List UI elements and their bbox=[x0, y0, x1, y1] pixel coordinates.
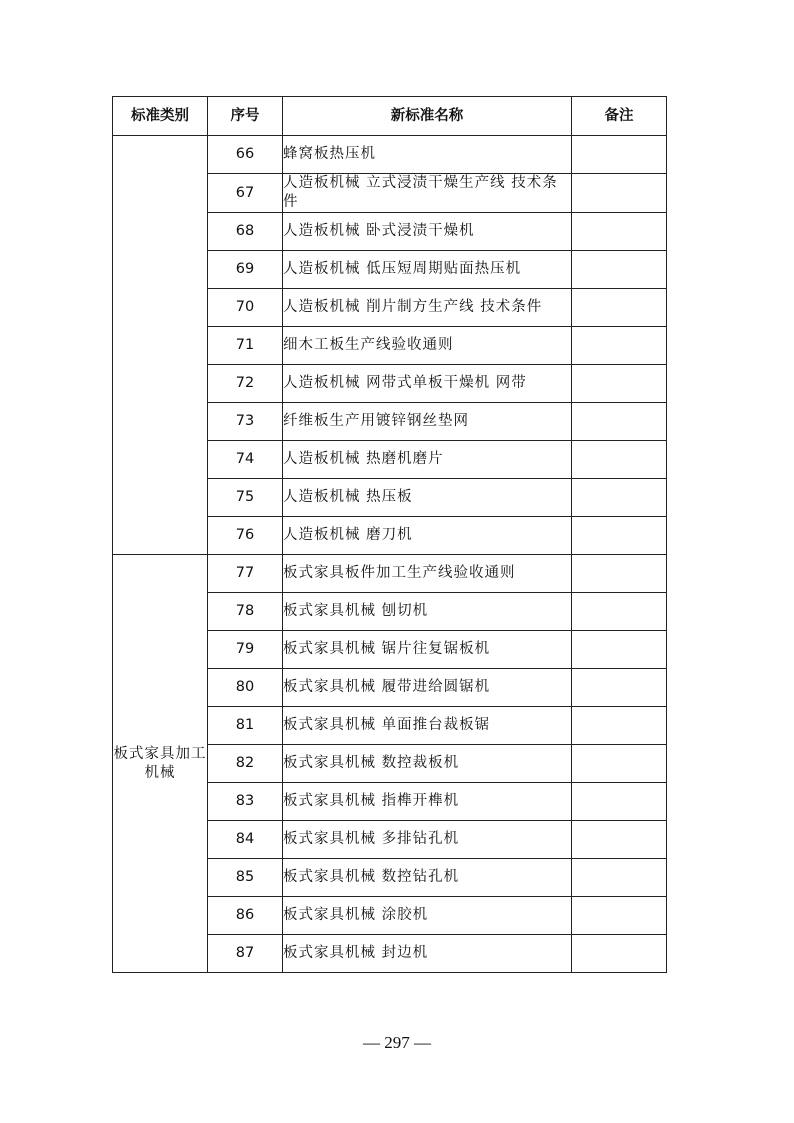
remark-cell bbox=[572, 935, 667, 973]
remark-cell bbox=[572, 517, 667, 555]
remark-cell bbox=[572, 783, 667, 821]
name-cell: 蜂窝板热压机 bbox=[283, 136, 572, 174]
name-cell: 板式家具机械 刨切机 bbox=[283, 593, 572, 631]
name-cell: 板式家具机械 数控钻孔机 bbox=[283, 859, 572, 897]
name-cell: 板式家具机械 锯片往复锯板机 bbox=[283, 631, 572, 669]
name-cell: 人造板机械 立式浸渍干燥生产线 技术条件 bbox=[283, 174, 572, 213]
seq-cell: 81 bbox=[208, 707, 283, 745]
seq-cell: 79 bbox=[208, 631, 283, 669]
name-cell: 人造板机械 磨刀机 bbox=[283, 517, 572, 555]
remark-cell bbox=[572, 631, 667, 669]
name-cell: 板式家具机械 单面推台裁板锯 bbox=[283, 707, 572, 745]
seq-cell: 75 bbox=[208, 479, 283, 517]
seq-cell: 82 bbox=[208, 745, 283, 783]
name-cell: 板式家具板件加工生产线验收通则 bbox=[283, 555, 572, 593]
name-cell: 纤维板生产用镀锌钢丝垫网 bbox=[283, 403, 572, 441]
page-number: — 297 — bbox=[363, 1033, 431, 1052]
standards-table bbox=[112, 96, 667, 973]
header-name: 新标准名称 bbox=[283, 97, 572, 136]
name-cell: 人造板机械 热磨机磨片 bbox=[283, 441, 572, 479]
remark-cell bbox=[572, 897, 667, 935]
seq-cell: 78 bbox=[208, 593, 283, 631]
seq-cell: 71 bbox=[208, 327, 283, 365]
seq-cell: 68 bbox=[208, 213, 283, 251]
remark-cell bbox=[572, 859, 667, 897]
remark-cell bbox=[572, 821, 667, 859]
remark-cell bbox=[572, 327, 667, 365]
remark-cell bbox=[572, 479, 667, 517]
seq-cell: 87 bbox=[208, 935, 283, 973]
name-cell: 人造板机械 削片制方生产线 技术条件 bbox=[283, 289, 572, 327]
header-category: 标准类别 bbox=[113, 97, 208, 136]
remark-cell bbox=[572, 555, 667, 593]
name-cell: 板式家具机械 数控裁板机 bbox=[283, 745, 572, 783]
name-cell: 人造板机械 卧式浸渍干燥机 bbox=[283, 213, 572, 251]
header-remark: 备注 bbox=[572, 97, 667, 136]
name-cell: 细木工板生产线验收通则 bbox=[283, 327, 572, 365]
remark-cell bbox=[572, 403, 667, 441]
seq-cell: 73 bbox=[208, 403, 283, 441]
name-cell: 板式家具机械 封边机 bbox=[283, 935, 572, 973]
remark-cell bbox=[572, 174, 667, 213]
remark-cell bbox=[572, 251, 667, 289]
category-cell bbox=[113, 136, 208, 555]
name-cell: 板式家具机械 多排钻孔机 bbox=[283, 821, 572, 859]
remark-cell bbox=[572, 669, 667, 707]
remark-cell bbox=[572, 707, 667, 745]
table-row bbox=[113, 136, 667, 174]
remark-cell bbox=[572, 441, 667, 479]
seq-cell: 66 bbox=[208, 136, 283, 174]
name-cell: 人造板机械 网带式单板干燥机 网带 bbox=[283, 365, 572, 403]
seq-cell: 85 bbox=[208, 859, 283, 897]
header-seq: 序号 bbox=[208, 97, 283, 136]
table-row bbox=[113, 555, 667, 593]
remark-cell bbox=[572, 365, 667, 403]
seq-cell: 67 bbox=[208, 174, 283, 213]
seq-cell: 86 bbox=[208, 897, 283, 935]
seq-cell: 84 bbox=[208, 821, 283, 859]
name-cell: 板式家具机械 履带进给圆锯机 bbox=[283, 669, 572, 707]
seq-cell: 77 bbox=[208, 555, 283, 593]
table-body bbox=[113, 136, 667, 973]
seq-cell: 80 bbox=[208, 669, 283, 707]
name-cell: 人造板机械 低压短周期贴面热压机 bbox=[283, 251, 572, 289]
name-cell: 人造板机械 热压板 bbox=[283, 479, 572, 517]
seq-cell: 83 bbox=[208, 783, 283, 821]
remark-cell bbox=[572, 745, 667, 783]
table-header-row bbox=[113, 97, 667, 136]
seq-cell: 76 bbox=[208, 517, 283, 555]
category-cell: 板式家具加工机械 bbox=[113, 555, 208, 973]
seq-cell: 74 bbox=[208, 441, 283, 479]
seq-cell: 70 bbox=[208, 289, 283, 327]
name-cell: 板式家具机械 指榫开榫机 bbox=[283, 783, 572, 821]
seq-cell: 72 bbox=[208, 365, 283, 403]
remark-cell bbox=[572, 213, 667, 251]
remark-cell bbox=[572, 136, 667, 174]
name-cell: 板式家具机械 涂胶机 bbox=[283, 897, 572, 935]
remark-cell bbox=[572, 593, 667, 631]
seq-cell: 69 bbox=[208, 251, 283, 289]
remark-cell bbox=[572, 289, 667, 327]
